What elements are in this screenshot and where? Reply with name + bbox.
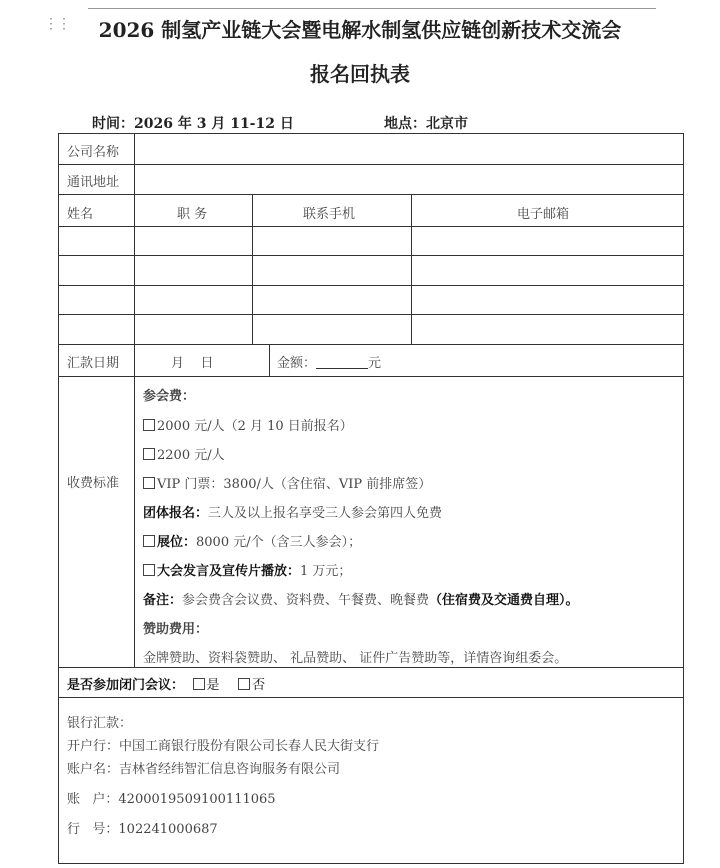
amount-unit: 元 (368, 356, 382, 371)
checkbox-icon[interactable] (143, 419, 155, 431)
document-subtitle: 报名回执表 (310, 62, 410, 86)
registration-form-table (58, 133, 684, 864)
fee-option-2[interactable]: 2200 元/人 (143, 444, 225, 463)
amount-field[interactable] (277, 352, 381, 371)
amount-label: 金额： (277, 356, 317, 371)
row-divider (59, 255, 683, 256)
checkbox-icon[interactable] (143, 535, 155, 547)
group-registration: 团体报名：三人及以上报名享受三人参会第四人免费 (143, 506, 443, 521)
bank-number: 行 号：102241000687 (67, 822, 218, 837)
document-title: 2026 制氢产业链大会暨电解水制氢供应链创新技术交流会 (98, 18, 622, 42)
address-label: 通讯地址 (67, 175, 120, 190)
position-header: 职 务 (177, 207, 208, 222)
row-divider (59, 164, 683, 165)
closed-meeting-row: 是否参加闭门会议： 是 否 (67, 678, 266, 693)
drag-handle-icon[interactable]: ⋮⋮ (44, 16, 70, 32)
event-location: 地点：北京市 (384, 116, 468, 132)
col-divider (134, 134, 135, 667)
sponsor-text: 金牌赞助、资料袋赞助、 礼品赞助、 证件广告赞助等，详情咨询组委会。 (143, 651, 568, 666)
checkbox-icon[interactable] (143, 564, 155, 576)
remit-date-label: 汇款日期 (67, 356, 120, 371)
phone-header: 联系手机 (303, 207, 356, 222)
account-number: 账 户：42000195091001110​65 (67, 792, 276, 807)
closed-meeting-yes[interactable]: 是 (193, 678, 220, 693)
row-divider (59, 314, 683, 315)
checkbox-icon[interactable] (143, 448, 155, 460)
col-divider (252, 194, 253, 344)
bank-title: 银行汇款： (67, 716, 133, 731)
bank-name: 开户行：中国工商银行股份有限公司长春人民大街支行 (67, 739, 380, 754)
row-divider (59, 667, 683, 668)
fee-standard-label: 收费标准 (67, 476, 120, 491)
event-time: 时间：2026 年 3 月 11-12 日 (92, 116, 294, 132)
fee-header: 参会费： (143, 389, 196, 404)
checkbox-icon[interactable] (238, 678, 250, 690)
row-divider (59, 376, 683, 377)
booth-option[interactable]: 展位：8000 元/个（含三人参会）； (143, 531, 361, 550)
fee-option-1[interactable]: 2000 元/人（2 月 10 日前报名） (143, 415, 353, 434)
sponsor-label: 赞助费用： (143, 622, 209, 637)
fee-note: 备注：参会费含会议费、资料费、午餐费、晚餐费（住宿费及交通费自理）。 (143, 593, 579, 608)
row-divider (59, 194, 683, 195)
month-day-field[interactable]: 月 日 (171, 356, 214, 371)
name-header: 姓名 (67, 207, 94, 222)
col-divider (411, 194, 412, 344)
amount-blank[interactable] (316, 356, 368, 369)
page-top-rule (88, 8, 656, 9)
account-name: 账户名：吉林省经纬智汇信息咨询服务有限公司 (67, 762, 341, 777)
fee-option-vip[interactable]: VIP 门票：3800/人（含住宿、VIP 前排席签） (143, 473, 431, 492)
row-divider (59, 226, 683, 227)
row-divider (59, 697, 683, 698)
row-divider (59, 344, 683, 345)
closed-meeting-no[interactable]: 否 (238, 678, 265, 693)
row-divider (59, 285, 683, 286)
checkbox-icon[interactable] (193, 678, 205, 690)
email-header: 电子邮箱 (517, 207, 570, 222)
company-label: 公司名称 (67, 145, 120, 160)
speech-option[interactable]: 大会发言及宣传片播放：1 万元； (143, 560, 351, 579)
checkbox-icon[interactable] (143, 477, 155, 489)
col-divider (269, 344, 270, 376)
